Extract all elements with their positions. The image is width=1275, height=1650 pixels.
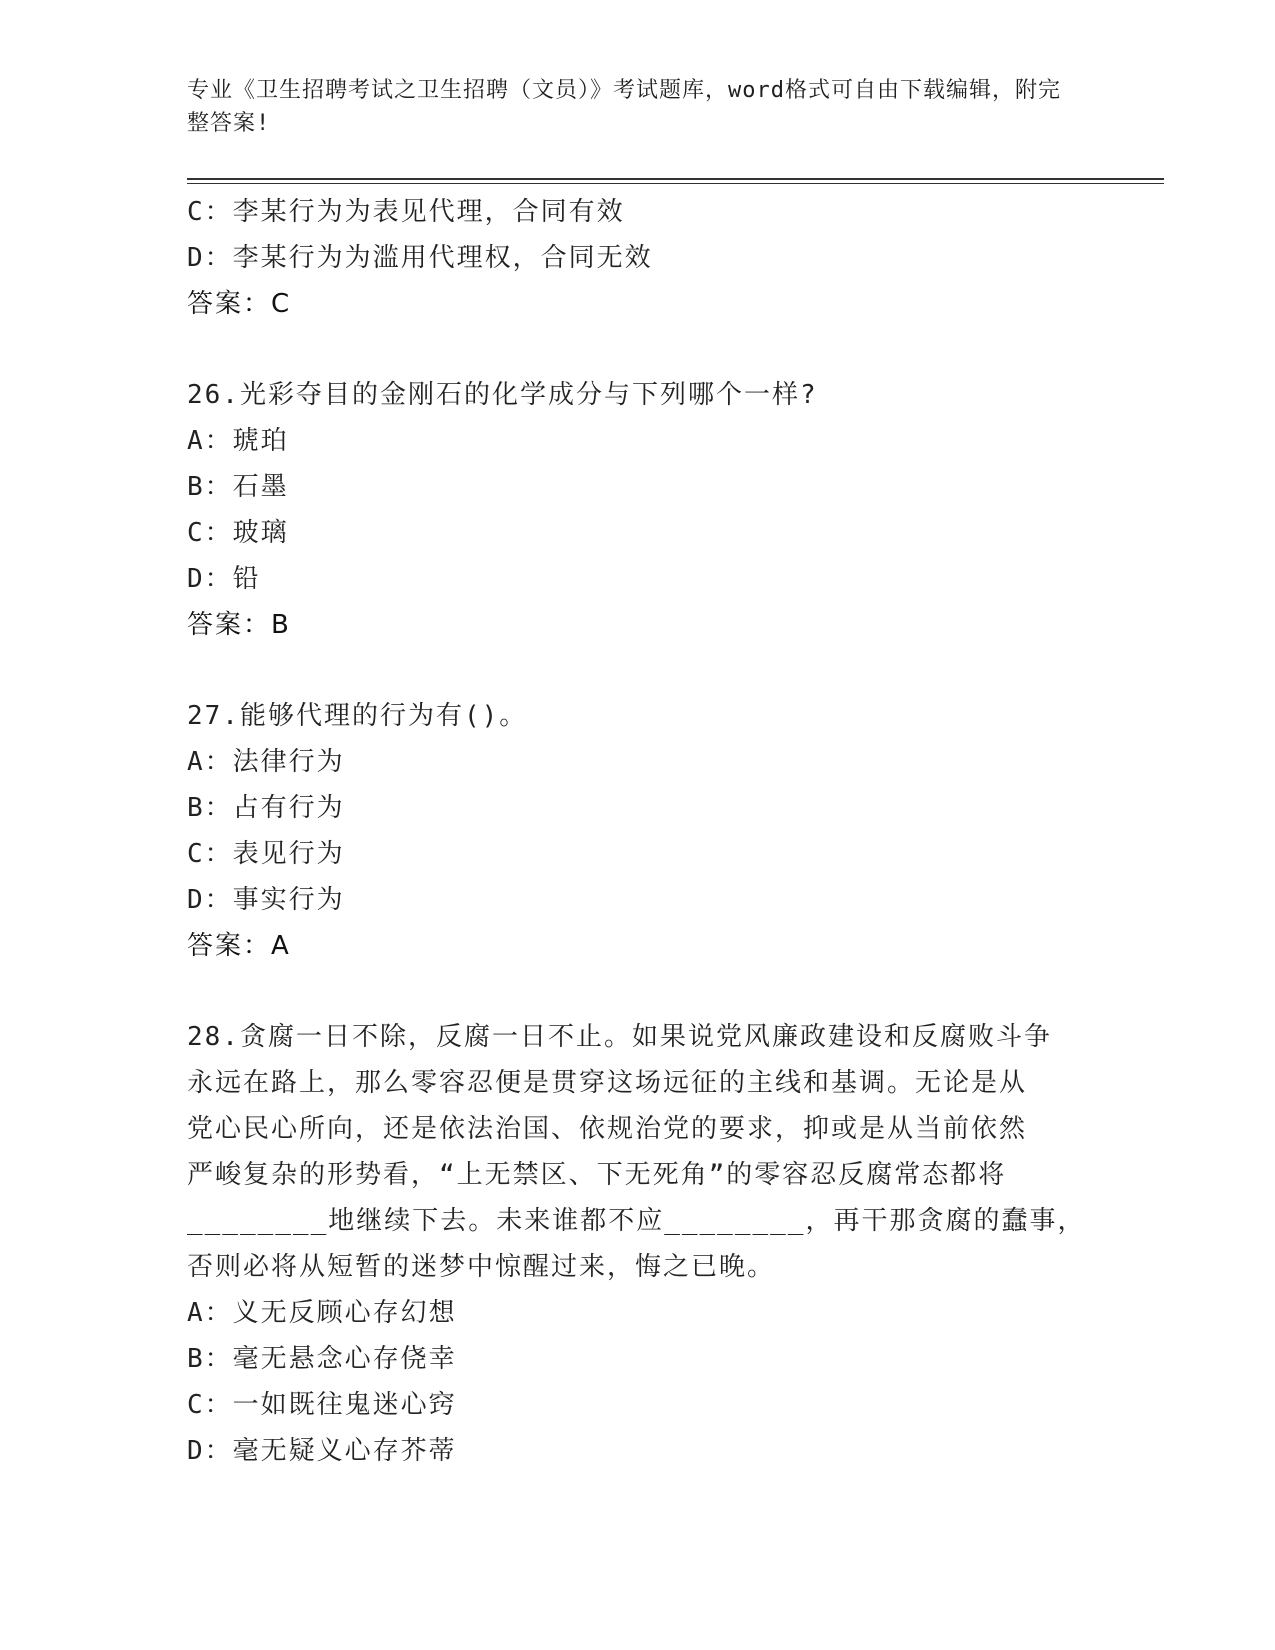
option-a: A：琥珀 <box>187 426 289 456</box>
question-stem: 27.能够代理的行为有()。 <box>187 701 528 731</box>
option-a: A：法律行为 <box>187 747 345 777</box>
spacer <box>187 969 1087 1014</box>
answer-line: 答案：B <box>187 610 291 640</box>
option-b: B：毫无悬念心存侥幸 <box>187 1344 457 1374</box>
question-list <box>187 189 1087 1474</box>
question-stem-line: 永远在路上，那么零容忍便是贯穿这场远征的主线和基调。无论是从 <box>187 1068 1028 1098</box>
header-title: 专业《卫生招聘考试之卫生招聘（文员）》考试题库，word格式可自由下载编辑，附完整答案! <box>187 78 1061 136</box>
question-stem-line: 严峻复杂的形势看，“上无禁区、下无死角”的零容忍反腐常态都将 <box>187 1160 1007 1190</box>
document-header <box>187 74 1067 140</box>
option-c: C：表见行为 <box>187 839 345 869</box>
option-d: D：事实行为 <box>187 885 345 915</box>
option-b: B：占有行为 <box>187 793 345 823</box>
option-c: C：一如既往鬼迷心窍 <box>187 1390 457 1420</box>
question-26 <box>187 372 1087 648</box>
question-25-partial <box>187 189 1087 327</box>
option-b: B：石墨 <box>187 472 289 502</box>
question-28 <box>187 1014 1087 1474</box>
option-d: D：毫无疑义心存芥蒂 <box>187 1436 457 1466</box>
question-stem-line: 否则必将从短暂的迷梦中惊醒过来，悔之已晚。 <box>187 1252 776 1282</box>
answer-line: 答案：A <box>187 931 291 961</box>
header-divider <box>187 178 1164 184</box>
question-27 <box>187 693 1087 969</box>
question-stem-line: 党心民心所向，还是依法治国、依规治党的要求，抑或是从当前依然 <box>187 1114 1028 1144</box>
spacer <box>187 327 1087 372</box>
option-c: C：玻璃 <box>187 518 289 548</box>
option-d: D：铅 <box>187 564 261 594</box>
option-a: A：义无反顾心存幻想 <box>187 1298 457 1328</box>
question-stem: 26.光彩夺目的金刚石的化学成分与下列哪个一样? <box>187 380 818 410</box>
question-stem-line: ________地继续下去。未来谁都不应________，再干那贪腐的蠢事， <box>187 1206 1086 1236</box>
spacer <box>187 648 1087 693</box>
option-d: D：李某行为为滥用代理权，合同无效 <box>187 243 653 273</box>
answer-line: 答案：C <box>187 289 292 319</box>
option-c: C：李某行为为表见代理，合同有效 <box>187 197 625 227</box>
question-stem-line: 28.贪腐一日不除，反腐一日不止。如果说党风廉政建设和反腐败斗争 <box>187 1022 1052 1052</box>
